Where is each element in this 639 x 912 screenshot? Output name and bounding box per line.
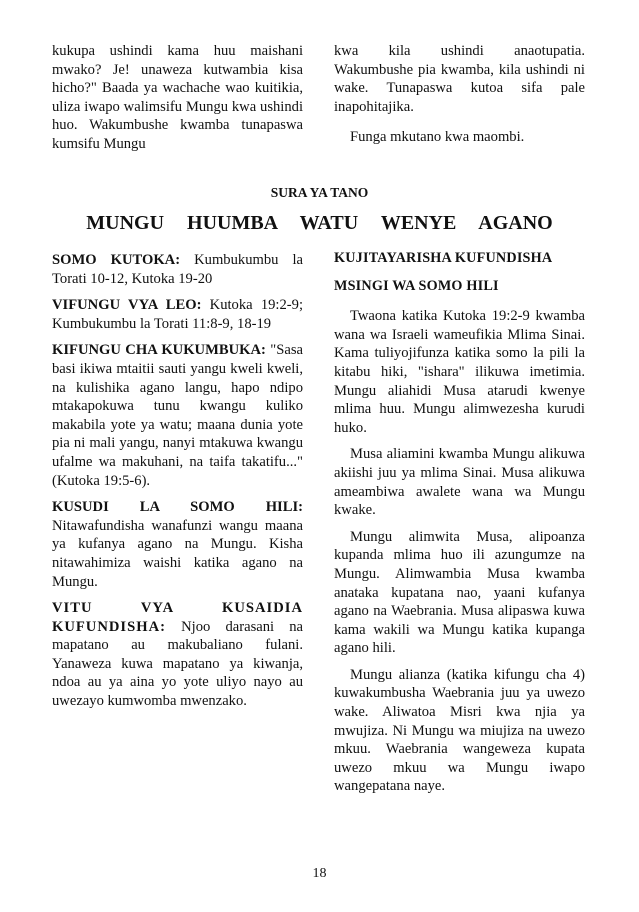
- lesson-aim: [52, 498, 303, 591]
- value: "Sasa basi ikiwa mtaitii sauti yangu kweli kweli, na kulishika agano langu, hapo ndipo mtakapokuwa tunu kwangu kuliko makabila yote ya watu; maana dunia yote pia ni mali yangu, nanyi mtakuwa kwangu ufalme wa makuhani, na taifa takatifu..." (Kutoka 19:5-6).: [52, 342, 304, 489]
- chapter-heading: SURA YA TANO: [270, 185, 369, 200]
- teaching-aids: [52, 599, 303, 711]
- paragraph: Mungu alimwita Musa, alipoanza kupanda mlima huo ili azungumze na Mungu. Alimwambia Musa kwamba anataka kupatana nao, yaani kufanya agano na Waebrania. Musa alipaswa kuwa kama wakili wa Mungu katika kupanga agano hili.: [334, 528, 585, 657]
- label: KIFUNGU CHA KUKUMBUKA:: [52, 342, 266, 359]
- top-left-column: [52, 42, 303, 162]
- page-number: 18: [312, 866, 327, 881]
- value: Kutoka 19:2-9; Kumbukumbu la Torati 11:8-9, 18-19: [52, 297, 303, 332]
- section-subheading: MSINGI WA SOMO HILI: [334, 277, 499, 294]
- memory-verse: [52, 341, 303, 490]
- value: Nitawafundisha wanafunzi wangu maana ya kufanya agano na Mungu. Kisha nitawahimiza waishi katika agano na Mungu.: [52, 517, 303, 590]
- lesson-info-column: [52, 251, 303, 719]
- closing-instruction: Funga mkutano kwa maombi.: [350, 129, 525, 146]
- paragraph: Musa aliamini kwamba Mungu alikuwa akiishi juu ya mlima Sinai. Musa alikuwa ameambiwa awalete wana wa Mungu kwake.: [334, 446, 585, 519]
- label: SOMO KUTOKA:: [52, 252, 181, 268]
- chapter-title: MUNGU HUUMBA WATU WENYE AGANO: [86, 212, 553, 234]
- todays-verses: [52, 296, 303, 333]
- paragraph: Mungu alianza (katika kifungu cha 4) kuwakumbusha Waebrania juu ya uwezo wake. Aliwatoa Misri kwa njia ya mwujiza. Ni Mungu wa miujiza na uwezo mkuu. Waebrania wangeweza kupata uwezo mkuu wa Mungu iwapo wangepatana naye.: [334, 666, 585, 795]
- paragraph: kukupa ushindi kama huu maishani mwako? Je! unaweza kutwambia kisa hicho?" Baada ya wachache wao kuitikia, uliza iwapo walimsifu Mungu kwa ushindi huo. Wakumbushe kwamba tunapaswa kumsifu Mungu: [52, 43, 303, 152]
- value: Kumbukumbu la Torati 10-12, Kutoka 19-20: [52, 252, 303, 287]
- lesson-source: [52, 251, 303, 288]
- label: VITU VYA KUSAIDIA KUFUNDISHA:: [52, 600, 303, 635]
- label: KUSUDI LA SOMO HILI:: [52, 499, 303, 516]
- section-heading: KUJITAYARISHA KUFUNDISHA: [334, 250, 553, 266]
- lesson-background-column: [334, 249, 585, 804]
- value: Njoo darasani na mapatano au makubaliano fulani. Yanaweza kuwa mapatano ya kiwanja, ndoa au ya aina yo yote uliyo nayo au uwezayo kumwomba mwenzako.: [52, 618, 303, 710]
- paragraph: Twaona katika Kutoka 19:2-9 kwamba wana wa Israeli wameufikia Mlima Sinai. Kama tuliyojifunza katika somo la pili la kitabu hiki, "ishara" ilikuwa imetimia. Mungu aliahidi Musa atarudi kwenye mlima huu. Mungu alimwezesha kurudi huko.: [334, 308, 585, 436]
- label: VIFUNGU VYA LEO:: [52, 297, 202, 314]
- top-right-column: [334, 42, 585, 155]
- paragraph: kwa kila ushindi anaotupatia. Wakumbushe pia kwamba, kila ushindi ni wake. Tunapaswa kutoa sifa pale inapohitajika.: [334, 43, 585, 115]
